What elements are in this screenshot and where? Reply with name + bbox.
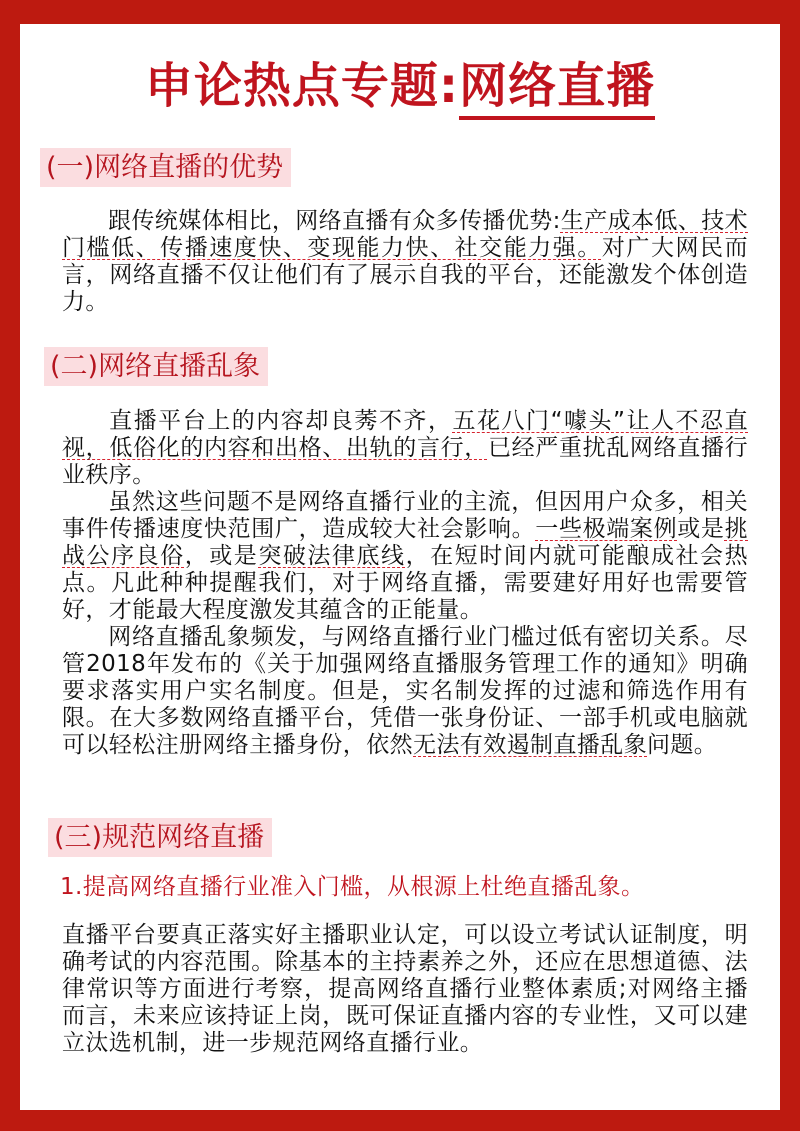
title-topic: 网络直播 (459, 58, 655, 120)
highlighted-text: 一些极端案例 (535, 516, 678, 542)
text: 直播平台要真正落实好主播职业认定，可以设立考试认证制度，明确考试的内容范围。除基本的主持素养之外，还应在思想道德、法律常识等方面进行考察，提高网络直播行业整体素质;对网络主播而言，未来应该持证上岗，既可保证直播内容的专业性，又可以建立汰选机制，进一步规范网络直播行业。 (62, 922, 748, 1056)
highlighted-text: 无法有效遏制直播乱象 (413, 732, 647, 758)
section-heading-advantages: (一)网络直播的优势 (40, 148, 291, 187)
paragraph-regulation (62, 922, 748, 1057)
highlighted-text: 挑战公序良俗 (62, 516, 748, 569)
text: 问题。 (647, 732, 718, 758)
paragraph-chaos-2 (62, 489, 748, 624)
text: 跟传统媒体相比，网络直播有众多传播优势: (108, 208, 561, 234)
text: 虽然这些问题不是网络直播行业的主流，但因用户众多，相关事件传播速度快范围广，造成较大社会影响。 (62, 489, 748, 542)
highlighted-text: 生产成本低、技术门槛低、传播速度快、变现能力快、社交能力强。 (62, 208, 749, 261)
text: 已经严重扰乱网络直播行业秩序。 (62, 435, 748, 488)
section-heading-chaos: (二)网络直播乱象 (44, 347, 268, 386)
paragraph-chaos-1 (62, 408, 748, 489)
document-page (20, 24, 780, 1110)
sub-heading-entry-threshold: 1.提高网络直播行业准入门槛，从根源上杜绝直播乱象。 (60, 874, 645, 900)
text: 或是 (677, 516, 725, 542)
title-prefix: 申论热点专题: (144, 58, 460, 114)
text: 对广大网民而言，网络直播不仅让他们有了展示自我的平台，还能激发个体创造力。 (62, 235, 748, 315)
text: 网络直播乱象频发，与网络直播行业门槛过低有密切关系。尽管2018年发布的《关于加强网络直播服务管理工作的通知》明确要求落实用户实名制度。但是，实名制发挥的过滤和筛选作用有限。在大多数网络直播平台，凭借一张身份证、一部手机或电脑就可以轻松注册网络主播身份，依然 (62, 624, 748, 758)
section-heading-regulation: (三)规范网络直播 (48, 818, 272, 857)
text: 直播平台上的内容却良莠不齐， (108, 408, 453, 434)
text: ，或是 (184, 543, 259, 569)
highlighted-text: 五花八门“噱头”让人不忍直视，低俗化的内容和出格、出轨的言行， (62, 408, 748, 461)
paragraph-advantages (62, 208, 748, 316)
paragraph-chaos-3 (62, 624, 748, 759)
highlighted-text: 突破法律底线 (258, 543, 406, 569)
text: ，在短时间内就可能酿成社会热点。凡此种种提醒我们，对于网络直播，需要建好用好也需要管好，才能最大程度激发其蕴含的正能量。 (62, 543, 748, 623)
page-title (20, 54, 780, 118)
